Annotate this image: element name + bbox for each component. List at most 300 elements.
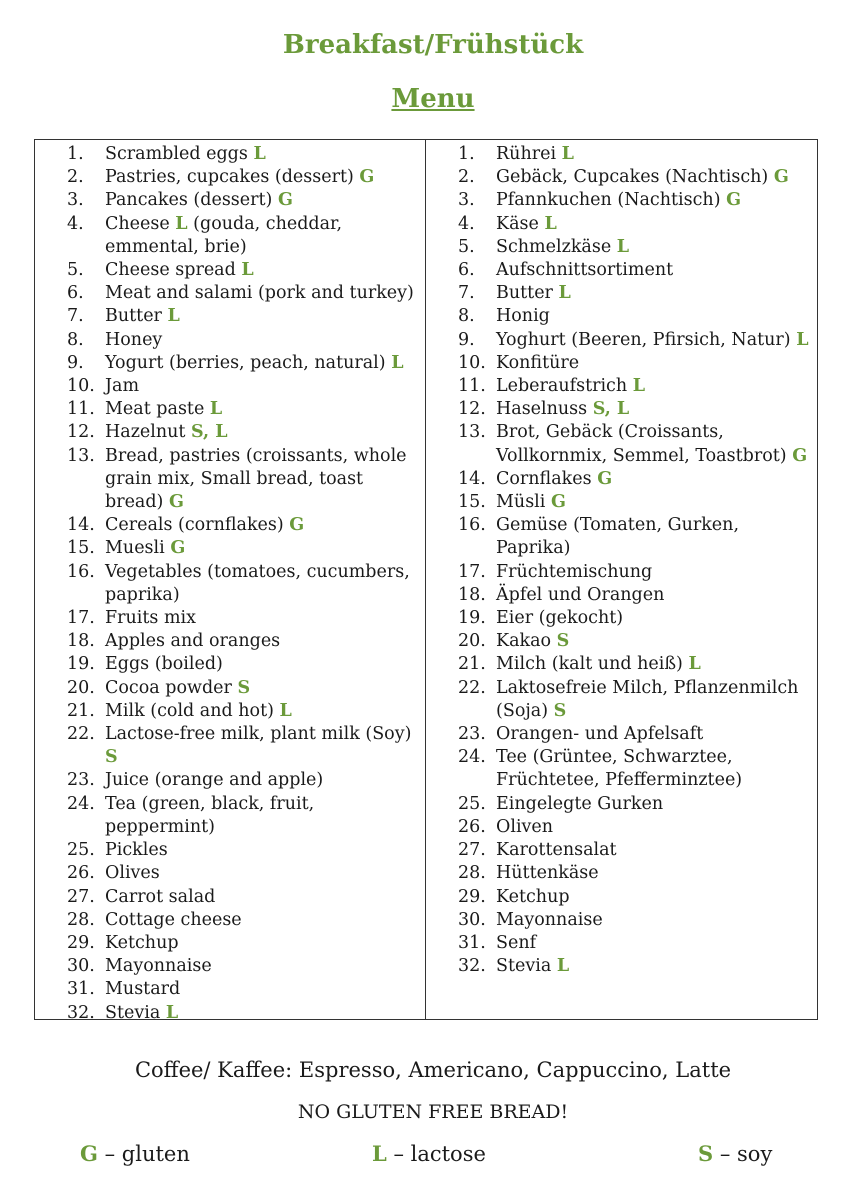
allergen-tag: L	[796, 329, 809, 350]
item-text	[496, 630, 817, 653]
item-name: Brot, Gebäck (Croissants, Vollkornmix, Semmel, Toastbrot)	[496, 422, 787, 466]
allergen-tag: G	[726, 190, 742, 211]
item-text	[496, 793, 817, 816]
item-number: 31.	[67, 979, 95, 1000]
item-name: Meat and salami (pork and turkey)	[105, 283, 414, 304]
menu-item	[426, 630, 817, 653]
item-number: 18.	[67, 631, 95, 652]
menu-item	[426, 955, 817, 978]
item-number: 3.	[67, 190, 84, 211]
menu-item	[35, 793, 425, 839]
item-number: 16.	[458, 515, 486, 536]
item-name: Leberaufstrich	[496, 376, 628, 397]
menu-item	[35, 537, 425, 560]
item-number: 17.	[458, 561, 486, 582]
item-number: 13.	[67, 445, 95, 466]
menu-item	[35, 700, 425, 723]
menu-item	[426, 236, 817, 259]
allergen-tag: L	[167, 306, 180, 327]
item-number: 19.	[458, 608, 486, 629]
item-text	[496, 398, 817, 421]
menu-item	[426, 398, 817, 421]
item-name: Hazelnut	[105, 422, 186, 443]
item-text	[105, 886, 425, 909]
menu-item	[35, 514, 425, 537]
item-text	[496, 375, 817, 398]
allergen-tag: L	[253, 144, 266, 164]
menu-item	[35, 955, 425, 978]
item-name: Pfannkuchen (Nachtisch)	[496, 190, 721, 211]
item-text	[105, 653, 425, 676]
item-name: Gebäck, Cupcakes (Nachtisch)	[496, 167, 769, 188]
allergen-tag: L	[556, 956, 570, 977]
menu-item	[426, 421, 817, 467]
menu-item	[426, 862, 817, 885]
item-number: 7.	[458, 283, 475, 304]
menu-item	[35, 166, 425, 189]
item-name: Mayonnaise	[105, 956, 212, 977]
item-text	[105, 537, 425, 560]
item-name: Mustard	[105, 979, 181, 1000]
item-number: 11.	[67, 399, 95, 420]
item-name: Honig	[496, 306, 550, 327]
item-number: 8.	[458, 306, 475, 327]
menu-item	[426, 143, 817, 166]
item-number: 15.	[67, 538, 95, 559]
item-number: 8.	[67, 329, 84, 350]
menu-item	[35, 445, 425, 515]
menu-item	[35, 305, 425, 328]
item-name: Honey	[105, 329, 163, 350]
item-text	[496, 932, 817, 955]
item-text	[105, 909, 425, 932]
menu-item	[426, 561, 817, 584]
item-number: 4.	[67, 213, 84, 234]
item-text	[496, 236, 817, 259]
allergen-tag: L	[279, 700, 292, 721]
allergen-tag: L	[209, 399, 223, 420]
item-text	[496, 723, 817, 746]
allergen-tag: G	[277, 190, 293, 211]
legend-lactose	[372, 1141, 486, 1166]
item-text	[105, 282, 425, 305]
allergen-tag: L	[165, 1002, 179, 1023]
item-number: 29.	[67, 932, 95, 953]
item-name: Pastries, cupcakes (dessert)	[105, 167, 354, 188]
item-name: Vegetables (tomatoes, cucumbers, paprika)	[105, 561, 410, 605]
item-text	[105, 700, 425, 723]
item-text	[105, 978, 425, 1001]
item-text	[496, 653, 817, 676]
menu-item	[35, 769, 425, 792]
legend-soy	[698, 1141, 772, 1166]
item-name: Äpfel und Orangen	[496, 584, 665, 605]
menu-item	[426, 584, 817, 607]
item-number: 28.	[458, 863, 486, 884]
item-number: 31.	[458, 932, 486, 953]
item-name: Milch (kalt und heiß)	[496, 654, 683, 675]
item-name: Kakao	[496, 631, 552, 652]
item-name: Pickles	[105, 840, 168, 861]
item-extra: (gouda, cheddar, emmental, brie)	[105, 213, 343, 257]
menu-item	[426, 653, 817, 676]
coffee-line: Coffee/ Kaffee: Espresso, Americano, Cappuccino, Latte	[134, 1058, 732, 1082]
item-number: 23.	[67, 770, 95, 791]
english-menu-list	[35, 143, 425, 1025]
item-text	[496, 886, 817, 909]
item-text	[496, 607, 817, 630]
item-number: 12.	[458, 399, 486, 420]
item-number: 24.	[67, 793, 95, 814]
menu-item	[35, 375, 425, 398]
item-text	[105, 862, 425, 885]
menu-item	[35, 352, 425, 375]
item-text	[105, 630, 425, 653]
item-number: 1.	[67, 144, 84, 164]
item-text	[496, 839, 817, 862]
item-number: 12.	[67, 422, 95, 443]
allergen-tag: G	[168, 492, 184, 513]
menu-item	[35, 421, 425, 444]
item-text	[105, 352, 425, 375]
menu-item	[426, 491, 817, 514]
allergen-tag: L	[688, 654, 701, 675]
item-text	[496, 166, 817, 189]
menu-item	[35, 143, 425, 166]
legend-key: G	[80, 1141, 98, 1166]
menu-item	[35, 561, 425, 607]
item-text	[105, 421, 425, 444]
item-text	[105, 839, 425, 862]
item-text	[105, 607, 425, 630]
item-number: 13.	[458, 422, 486, 443]
item-number: 14.	[67, 515, 95, 536]
item-number: 26.	[67, 863, 95, 884]
item-text	[105, 932, 425, 955]
menu-item	[35, 839, 425, 862]
item-name: Konfitüre	[496, 352, 580, 373]
allergen-tag: G	[359, 167, 375, 188]
allergen-tag: S, L	[191, 422, 228, 443]
item-number: 29.	[458, 886, 486, 907]
item-name: Ketchup	[496, 886, 570, 907]
allergen-tag: G	[773, 167, 789, 188]
item-name: Früchtemischung	[496, 561, 653, 582]
menu-item	[35, 282, 425, 305]
item-name: Yogurt (berries, peach, natural)	[105, 352, 386, 373]
item-text	[496, 282, 817, 305]
item-name: Senf	[496, 932, 537, 953]
item-name: Carrot salad	[105, 886, 216, 907]
allergen-tag: G	[289, 515, 305, 536]
menu-item	[35, 677, 425, 700]
menu-item	[35, 630, 425, 653]
item-name: Cocoa powder	[105, 677, 232, 698]
menu-item	[426, 514, 817, 560]
item-name: Rührei	[496, 144, 557, 164]
item-number: 14.	[458, 468, 486, 489]
item-number: 3.	[458, 190, 475, 211]
item-number: 5.	[458, 236, 475, 257]
item-name: Tea (green, black, fruit, peppermint)	[105, 793, 315, 837]
item-text	[105, 1002, 425, 1025]
item-number: 6.	[458, 260, 475, 281]
menu-item	[426, 352, 817, 375]
allergen-tag: G	[597, 468, 613, 489]
item-text	[105, 189, 425, 212]
item-number: 25.	[67, 840, 95, 861]
item-text	[105, 398, 425, 421]
item-number: 2.	[458, 167, 475, 188]
item-name: Cornflakes	[496, 468, 592, 489]
menu-item	[35, 329, 425, 352]
item-text	[496, 468, 817, 491]
menu-item	[426, 677, 817, 723]
item-number: 5.	[67, 260, 84, 281]
item-number: 6.	[67, 283, 84, 304]
item-name: Käse	[496, 213, 539, 234]
allergen-tag: S	[556, 631, 570, 652]
menu-item	[35, 259, 425, 282]
item-number: 25.	[458, 793, 486, 814]
item-text	[496, 305, 817, 328]
item-name: Eingelegte Gurken	[496, 793, 664, 814]
item-text	[496, 213, 817, 236]
item-name: Stevia	[105, 1002, 161, 1023]
allergen-tag: L	[616, 236, 630, 257]
item-text	[105, 375, 425, 398]
item-number: 24.	[458, 747, 486, 768]
item-name: Yoghurt (Beeren, Pfirsich, Natur)	[496, 329, 791, 350]
legend-gluten	[80, 1141, 190, 1166]
item-name: Gemüse (Tomaten, Gurken, Paprika)	[496, 515, 740, 559]
legend-key: S	[698, 1141, 714, 1166]
item-name: Schmelzkäse	[496, 236, 612, 257]
item-number: 19.	[67, 654, 95, 675]
menu-item	[35, 607, 425, 630]
gluten-free-notice: NO GLUTEN FREE BREAD!	[297, 1101, 569, 1123]
item-number: 30.	[458, 909, 486, 930]
menu-item	[426, 607, 817, 630]
english-column	[35, 140, 426, 1023]
menu-item	[35, 213, 425, 259]
item-text	[496, 909, 817, 932]
item-text	[496, 816, 817, 839]
item-number: 9.	[67, 352, 84, 373]
menu-item	[35, 653, 425, 676]
menu-item	[35, 909, 425, 932]
allergen-tag: L	[544, 213, 557, 234]
item-number: 20.	[67, 677, 95, 698]
menu-item	[35, 189, 425, 212]
item-number: 22.	[67, 724, 95, 745]
item-text	[105, 259, 425, 282]
item-name: Meat paste	[105, 399, 205, 420]
item-name: Milk (cold and hot)	[105, 700, 274, 721]
allergen-tag: G	[550, 492, 566, 513]
item-text	[105, 514, 425, 537]
item-text	[496, 746, 817, 792]
item-text	[105, 445, 425, 515]
item-name: Hüttenkäse	[496, 863, 599, 884]
item-name: Orangen- und Apfelsaft	[496, 724, 704, 745]
item-name: Olives	[105, 863, 160, 884]
item-name: Ketchup	[105, 932, 179, 953]
menu-item	[35, 1002, 425, 1025]
menu-item	[426, 746, 817, 792]
item-name: Cheese	[105, 213, 170, 234]
menu-item	[426, 305, 817, 328]
menu-item	[35, 932, 425, 955]
item-number: 23.	[458, 724, 486, 745]
menu-item	[35, 723, 425, 769]
item-text	[105, 329, 425, 352]
allergen-tag: G	[792, 445, 808, 466]
item-text	[496, 584, 817, 607]
item-text	[105, 769, 425, 792]
item-number: 15.	[458, 492, 486, 513]
item-number: 30.	[67, 956, 95, 977]
item-name: Pancakes (dessert)	[105, 190, 273, 211]
allergen-tag: S	[105, 747, 118, 768]
menu-item	[426, 213, 817, 236]
item-number: 21.	[458, 654, 486, 675]
item-name: Bread, pastries (croissants, whole grain mix, Small bread, toast bread)	[105, 445, 407, 513]
item-number: 32.	[458, 956, 486, 977]
menu-item	[426, 793, 817, 816]
menu-item	[426, 468, 817, 491]
menu-item	[426, 329, 817, 352]
item-name: Lactose-free milk, plant milk (Soy)	[105, 724, 412, 745]
item-number: 22.	[458, 677, 486, 698]
legend-label: – lactose	[386, 1142, 486, 1166]
item-text	[496, 561, 817, 584]
item-name: Apples and oranges	[105, 631, 281, 652]
allergen-tag: S	[237, 677, 251, 698]
menu-item	[35, 886, 425, 909]
item-name: Butter	[105, 306, 162, 327]
item-text	[105, 166, 425, 189]
allergen-tag: L	[241, 260, 254, 281]
item-number: 2.	[67, 167, 84, 188]
item-number: 10.	[458, 352, 486, 373]
item-name: Cheese spread	[105, 260, 236, 281]
legend-key: L	[372, 1141, 387, 1166]
item-number: 27.	[67, 886, 95, 907]
item-text	[496, 677, 817, 723]
item-number: 4.	[458, 213, 475, 234]
item-name: Karottensalat	[496, 840, 617, 861]
item-name: Laktosefreie Milch, Pflanzenmilch (Soja)	[496, 677, 799, 721]
item-text	[496, 329, 817, 352]
legend-label: – gluten	[97, 1142, 190, 1166]
item-text	[496, 491, 817, 514]
item-number: 32.	[67, 1002, 95, 1023]
item-name: Oliven	[496, 816, 554, 837]
item-number: 28.	[67, 909, 95, 930]
item-text	[105, 561, 425, 607]
item-text	[496, 259, 817, 282]
item-number: 26.	[458, 816, 486, 837]
item-number: 1.	[458, 144, 475, 164]
allergen-tag: S, L	[592, 399, 630, 420]
item-text	[105, 955, 425, 978]
item-text	[496, 143, 817, 166]
item-name: Cereals (cornflakes)	[105, 515, 284, 536]
allergen-tag: L	[391, 352, 404, 373]
item-name: Fruits mix	[105, 608, 197, 629]
item-name: Juice (orange and apple)	[105, 770, 324, 791]
item-number: 27.	[458, 840, 486, 861]
item-number: 11.	[458, 376, 486, 397]
item-text	[105, 305, 425, 328]
item-number: 16.	[67, 561, 95, 582]
menu-item	[426, 932, 817, 955]
allergen-tag: L	[558, 283, 571, 304]
menu-item	[426, 375, 817, 398]
menu-item	[35, 978, 425, 1001]
item-number: 21.	[67, 700, 95, 721]
menu-item	[426, 723, 817, 746]
menu-item	[426, 839, 817, 862]
allergen-tag: L	[175, 213, 188, 234]
item-text	[496, 352, 817, 375]
menu-table	[34, 139, 818, 1023]
menu-item	[426, 886, 817, 909]
item-number: 17.	[67, 608, 95, 629]
item-text	[496, 862, 817, 885]
menu-item	[35, 398, 425, 421]
german-column	[426, 140, 817, 1019]
item-name: Eier (gekocht)	[496, 608, 624, 629]
item-name: Aufschnittsortiment	[496, 260, 674, 281]
menu-item	[426, 282, 817, 305]
item-name: Scrambled eggs	[105, 144, 248, 164]
item-name: Butter	[496, 283, 553, 304]
legend-label: – soy	[713, 1142, 773, 1166]
item-name: Cottage cheese	[105, 909, 242, 930]
item-text	[496, 955, 817, 978]
menu-item	[426, 909, 817, 932]
item-text	[496, 514, 817, 560]
menu-item	[35, 862, 425, 885]
item-text	[105, 723, 425, 769]
item-text	[105, 793, 425, 839]
item-name: Jam	[105, 376, 140, 397]
item-number: 10.	[67, 376, 95, 397]
allergen-tag: L	[561, 144, 574, 164]
menu-item	[426, 816, 817, 839]
menu-item	[426, 189, 817, 212]
item-text	[105, 213, 425, 259]
item-number: 9.	[458, 329, 475, 350]
german-menu-list	[426, 143, 817, 978]
menu-item	[426, 259, 817, 282]
item-name: Müsli	[496, 492, 546, 513]
item-text	[105, 677, 425, 700]
item-name: Muesli	[105, 538, 165, 559]
item-text	[496, 189, 817, 212]
allergen-tag: S	[553, 700, 567, 721]
item-name: Haselnuss	[496, 399, 588, 420]
item-number: 18.	[458, 584, 486, 605]
item-text	[496, 421, 817, 467]
menu-heading: Menu	[391, 84, 475, 114]
item-number: 7.	[67, 306, 84, 327]
menu-item	[426, 166, 817, 189]
item-text	[105, 143, 425, 166]
allergen-tag: G	[170, 538, 186, 559]
